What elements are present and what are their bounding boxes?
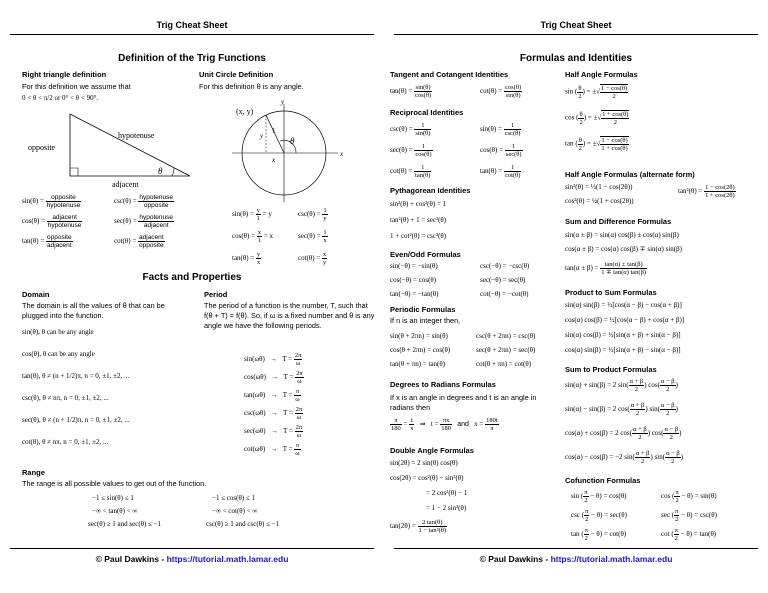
half-angle-alt-item: sin²(θ) = ½(1 − cos(2θ)) — [565, 183, 633, 191]
period-heading: Period — [204, 290, 228, 299]
formulas-title: Formulas and Identities — [519, 53, 633, 64]
right-triangle-intro: For this definition we assume that — [22, 82, 131, 91]
x-leg-label: x — [272, 156, 276, 164]
even-odd-item: sec(−θ) = sec(θ) — [480, 276, 526, 284]
unit-circle-heading: Unit Circle Definition — [199, 70, 274, 79]
sum-diff-item: sin(α ± β) = sin(α) cos(β) ± cos(α) sin(β) — [565, 231, 679, 239]
periodic-item: sec(θ + 2πn) = sec(θ) — [476, 346, 536, 354]
theta-label: θ — [158, 166, 163, 176]
tan-cot-item: cot(θ) = $\frac{\cos(\theta)}{\sin(\theta)}$ — [480, 84, 522, 99]
y-axis-label: y — [281, 98, 285, 106]
tan-cot-heading: Tangent and Cotangent Identities — [390, 70, 509, 79]
sum-diff-tan: tan(α ± β) = $\frac{\tan(\alpha) \pm \tan(\beta)}{1 \mp \tan(\alpha) \tan(\beta)}$ — [565, 261, 647, 276]
domain-item: cot(θ), θ ≠ nπ, n = 0, ±1, ±2, ... — [22, 438, 109, 446]
even-odd-item: csc(−θ) = −csc(θ) — [480, 262, 530, 270]
sum-product-item: sin(α) − sin(β) = 2 cos( $\frac{\alpha + \beta}{2}$ ) sin( $\frac{\alpha - \beta}{2}$ ) — [565, 402, 678, 417]
reciprocal-item: sec(θ) = $\frac{1}{\cos(\theta)}$ — [390, 143, 432, 158]
uc-def-5: cot(θ) = $\frac{x}{y}$ — [298, 251, 327, 266]
hyp-label: hypotenuse — [118, 131, 155, 140]
unit-circle-intro: For this definition θ is any angle. — [199, 82, 304, 91]
sum-product-heading: Sum to Product Formulas — [565, 365, 657, 374]
right-triangle-heading: Right triangle definition — [22, 70, 107, 79]
double-angle-heading: Double Angle Formulas — [390, 446, 474, 455]
domain-heading: Domain — [22, 290, 50, 299]
footer-author: © Paul Dawkins - — [95, 554, 167, 564]
definitions-title: Definition of the Trig Functions — [118, 53, 266, 64]
reciprocal-item: csc(θ) = $\frac{1}{\sin(\theta)}$ — [390, 122, 431, 137]
footer-author: © Paul Dawkins - — [479, 554, 551, 564]
deg-rad-intro: If x is an angle in degrees and t is an angle in radians then — [390, 393, 537, 412]
product-sum-item: sin(α) sin(β) = ½[cos(α − β) − cos(α + β)] — [565, 301, 682, 309]
rt-def-1: csc(θ) = $\frac{\text{hypotenuse}}{\text{opposite}}$ — [114, 194, 174, 209]
period-row: sin(ωθ) → T = $\frac{2\pi}{\omega}$ — [244, 352, 302, 367]
cofunction-item: sin ( $\frac{\pi}{2}$ − θ) = cos(θ) — [571, 489, 627, 504]
opp-label: opposite — [28, 143, 56, 152]
right-triangle-diagram — [22, 108, 192, 188]
uc-def-1: csc(θ) = $\frac{1}{y}$ — [298, 207, 327, 222]
reciprocal-item: tan(θ) = $\frac{1}{\cot(\theta)}$ — [480, 164, 521, 179]
product-sum-item: cos(α) sin(β) = ½[sin(α + β) − sin(α − β)] — [565, 346, 681, 354]
half-angle-alt-tan: tan²(θ) = $\frac{1 - \cos(2\theta)}{1 + \cos(2\theta)}$ — [678, 184, 735, 199]
periodic-item: tan(θ + πn) = tan(θ) — [390, 360, 446, 368]
sum-product-item: sin(α) + sin(β) = 2 sin( $\frac{\alpha + \beta}{2}$ ) cos( $\frac{\alpha - \beta}{2}$ ) — [565, 378, 678, 393]
sum-product-item: cos(α) + cos(β) = 2 cos( $\frac{\alpha + \beta}{2}$ ) cos( $\frac{\alpha - \beta}{2}$ ) — [565, 426, 682, 441]
page-header: Trig Cheat Sheet — [10, 16, 374, 35]
page-header: Trig Cheat Sheet — [394, 16, 758, 35]
sum-diff-item: cos(α ± β) = cos(α) cos(β) ∓ sin(α) sin(β) — [565, 245, 682, 253]
footer — [10, 548, 374, 564]
facts-title: Facts and Properties — [142, 272, 242, 283]
period-row: cot(ωθ) → T = $\frac{\pi}{\omega}$ — [244, 442, 300, 457]
unit-circle-diagram — [226, 98, 346, 204]
right-triangle-condition: 0 < θ < π/2 or 0° < θ < 90°. — [22, 94, 99, 102]
range-item: −∞ < tan(θ) < ∞ — [92, 507, 138, 515]
half-angle-alt-heading: Half Angle Formulas (alternate form) — [565, 170, 695, 179]
period-row: cos(ωθ) → T = $\frac{2\pi}{\omega}$ — [244, 370, 303, 385]
double-angle-item: = 1 − 2 sin²(θ) — [426, 504, 467, 512]
point-label: (x, y) — [236, 107, 254, 116]
domain-intro: The domain is all the values of θ that can be plugged into the function. — [22, 301, 165, 320]
footer-link[interactable]: https://tutorial.math.lamar.edu — [550, 554, 673, 564]
pythagorean-heading: Pythagorean Identities — [390, 186, 471, 195]
range-item: −∞ < cot(θ) < ∞ — [212, 507, 258, 515]
periodic-intro: If n is an integer then, — [390, 316, 461, 325]
footer-link[interactable]: https://tutorial.math.lamar.edu — [166, 554, 289, 564]
periodic-item: cos(θ + 2πn) = cos(θ) — [390, 346, 451, 354]
x-axis-label: x — [340, 150, 344, 158]
half-angle-item: sin ( $\frac{\theta}{2}$ ) = ±√ $\frac{1 - \cos(\theta)}{2}$ — [565, 84, 628, 100]
rt-def-5: cot(θ) = $\frac{\text{adjacent}}{\text{opposite}}$ — [114, 234, 164, 249]
even-odd-heading: Even/Odd Formulas — [390, 250, 461, 259]
domain-item: tan(θ), θ ≠ (n + 1/2)π, n = 0, ±1, ±2, ... — [22, 372, 130, 380]
footer — [394, 548, 758, 564]
half-angle-item: cos ( $\frac{\theta}{2}$ ) = ±√ $\frac{1 + \cos(\theta)}{2}$ — [565, 110, 629, 126]
double-angle-item: cos(2θ) = cos²(θ) − sin²(θ) — [390, 474, 464, 482]
sum-diff-heading: Sum and Difference Formulas — [565, 217, 672, 226]
cofunction-item: sec ( $\frac{\pi}{2}$ − θ) = csc(θ) — [661, 508, 717, 523]
range-item: −1 ≤ sin(θ) ≤ 1 — [92, 494, 134, 502]
y-leg-label: y — [260, 132, 264, 140]
tan-cot-item: tan(θ) = $\frac{\sin(\theta)}{\cos(\theta)}$ — [390, 84, 432, 99]
cofunction-item: tan ( $\frac{\pi}{2}$ − θ) = cot(θ) — [571, 527, 627, 542]
uc-def-2: cos(θ) = $\frac{x}{1}$ = x — [232, 229, 273, 244]
range-item: −1 ≤ cos(θ) ≤ 1 — [212, 494, 255, 502]
even-odd-item: sin(−θ) = −sin(θ) — [390, 262, 438, 270]
range-item: csc(θ) ≥ 1 and csc(θ) ≤ −1 — [206, 520, 280, 528]
domain-item: csc(θ), θ ≠ nπ, n = 0, ±1, ±2, ... — [22, 394, 109, 402]
period-row: sec(ωθ) → T = $\frac{2\pi}{\omega}$ — [244, 424, 303, 439]
domain-item: sin(θ), θ can be any angle — [22, 328, 94, 336]
half-angle-heading: Half Angle Formulas — [565, 70, 638, 79]
range-item: sec(θ) ≥ 1 and sec(θ) ≤ −1 — [88, 520, 162, 528]
periodic-item: csc(θ + 2πn) = csc(θ) — [476, 332, 536, 340]
range-heading: Range — [22, 468, 45, 477]
cofunction-heading: Cofunction Formulas — [565, 476, 641, 485]
double-angle-item: = 2 cos²(θ) − 1 — [426, 489, 468, 497]
product-sum-item: sin(α) cos(β) = ½[sin(α + β) + sin(α − β)] — [565, 331, 681, 339]
half-angle-alt-item: cos²(θ) = ½(1 + cos(2θ)) — [565, 197, 634, 205]
rt-def-2: cos(θ) = $\frac{\text{adjacent}}{\text{hypotenuse}}$ — [22, 214, 82, 229]
uc-def-3: sec(θ) = $\frac{1}{x}$ — [298, 229, 327, 244]
reciprocal-item: cot(θ) = $\frac{1}{\tan(\theta)}$ — [390, 164, 431, 179]
sum-product-item: cos(α) − cos(β) = −2 sin( $\frac{\alpha + \beta}{2}$ ) sin( $\frac{\alpha - \beta}{2}$ ) — [565, 450, 684, 465]
periodic-item: sin(θ + 2πn) = sin(θ) — [390, 332, 448, 340]
double-angle-tan: tan(2θ) = $\frac{2 \tan(\theta)}{\text{1 − tan²(θ)}}$ — [390, 519, 447, 534]
uc-def-4: tan(θ) = $\frac{y}{x}$ — [232, 251, 261, 266]
periodic-heading: Periodic Formulas — [390, 305, 456, 314]
pythagorean-item: tan²(θ) + 1 = sec²(θ) — [390, 216, 447, 224]
even-odd-item: tan(−θ) = −tan(θ) — [390, 290, 439, 298]
period-row: tan(ωθ) → T = $\frac{\pi}{\omega}$ — [244, 388, 300, 403]
rt-def-3: sec(θ) = $\frac{\text{hypotenuse}}{\text{adjacent}}$ — [114, 214, 174, 229]
periodic-item: cot(θ + πn) = cot(θ) — [476, 360, 532, 368]
adj-label: adjacent — [112, 180, 139, 188]
product-sum-item: cos(α) cos(β) = ½[cos(α − β) + cos(α + β)] — [565, 316, 685, 324]
even-odd-item: cot(−θ) = −cot(θ) — [480, 290, 529, 298]
radius-label: 1 — [272, 127, 276, 135]
cofunction-item: cot ( $\frac{\pi}{2}$ − θ) = tan(θ) — [661, 527, 717, 542]
right-page — [384, 0, 768, 593]
reciprocal-heading: Reciprocal Identities — [390, 108, 464, 117]
period-row: csc(ωθ) → T = $\frac{2\pi}{\omega}$ — [244, 406, 303, 421]
theta-arc — [172, 168, 174, 176]
cofunction-item: cos ( $\frac{\pi}{2}$ − θ) = sin(θ) — [661, 489, 717, 504]
deg-rad-heading: Degrees to Radians Formulas — [390, 380, 496, 389]
cofunction-item: csc ( $\frac{\pi}{2}$ − θ) = sec(θ) — [571, 508, 627, 523]
half-angle-item: tan ( $\frac{\theta}{2}$ ) = ±√ $\frac{1 - \cos(\theta)}{1 + \cos(\theta)}$ — [565, 136, 628, 152]
pythagorean-item: 1 + cot²(θ) = csc²(θ) — [390, 232, 447, 240]
reciprocal-item: sin(θ) = $\frac{1}{\csc(\theta)}$ — [480, 122, 521, 137]
pythagorean-item: sin²(θ) + cos²(θ) = 1 — [390, 200, 447, 208]
even-odd-item: cos(−θ) = cos(θ) — [390, 276, 437, 284]
rt-def-4: tan(θ) = $\frac{\text{opposite}}{\text{adjacent}}$ — [22, 234, 72, 249]
domain-item: cos(θ), θ can be any angle — [22, 350, 95, 358]
range-intro: The range is all possible values to get out of the function. — [22, 479, 207, 488]
product-sum-heading: Product to Sum Formulas — [565, 288, 657, 297]
triangle-shape — [70, 114, 190, 176]
double-angle-item: sin(2θ) = 2 sin(θ) cos(θ) — [390, 459, 458, 467]
deg-rad-equation: $\frac{\pi}{180}$ = $\frac{t}{x}$ ⇒ t = $\frac{\pi x}{180}$ and x = $\frac{180t}{\pi}$ — [391, 417, 498, 432]
right-angle-mark — [70, 168, 78, 176]
reciprocal-item: cos(θ) = $\frac{1}{\sec(\theta)}$ — [480, 143, 522, 158]
theta-label: θ — [290, 136, 295, 146]
uc-def-0: sin(θ) = $\frac{y}{1}$ = y — [232, 207, 272, 222]
rt-def-0: sin(θ) = $\frac{\text{opposite}}{\text{hypotenuse}}$ — [22, 194, 81, 209]
period-intro: The period of a function is the number, T, such that f(θ + T) = f(θ). So, if ω is a fixed number and θ is any angle we have the following periods. — [204, 301, 375, 330]
domain-item: sec(θ), θ ≠ (n + 1/2)π, n = 0, ±1, ±2, ... — [22, 416, 130, 424]
